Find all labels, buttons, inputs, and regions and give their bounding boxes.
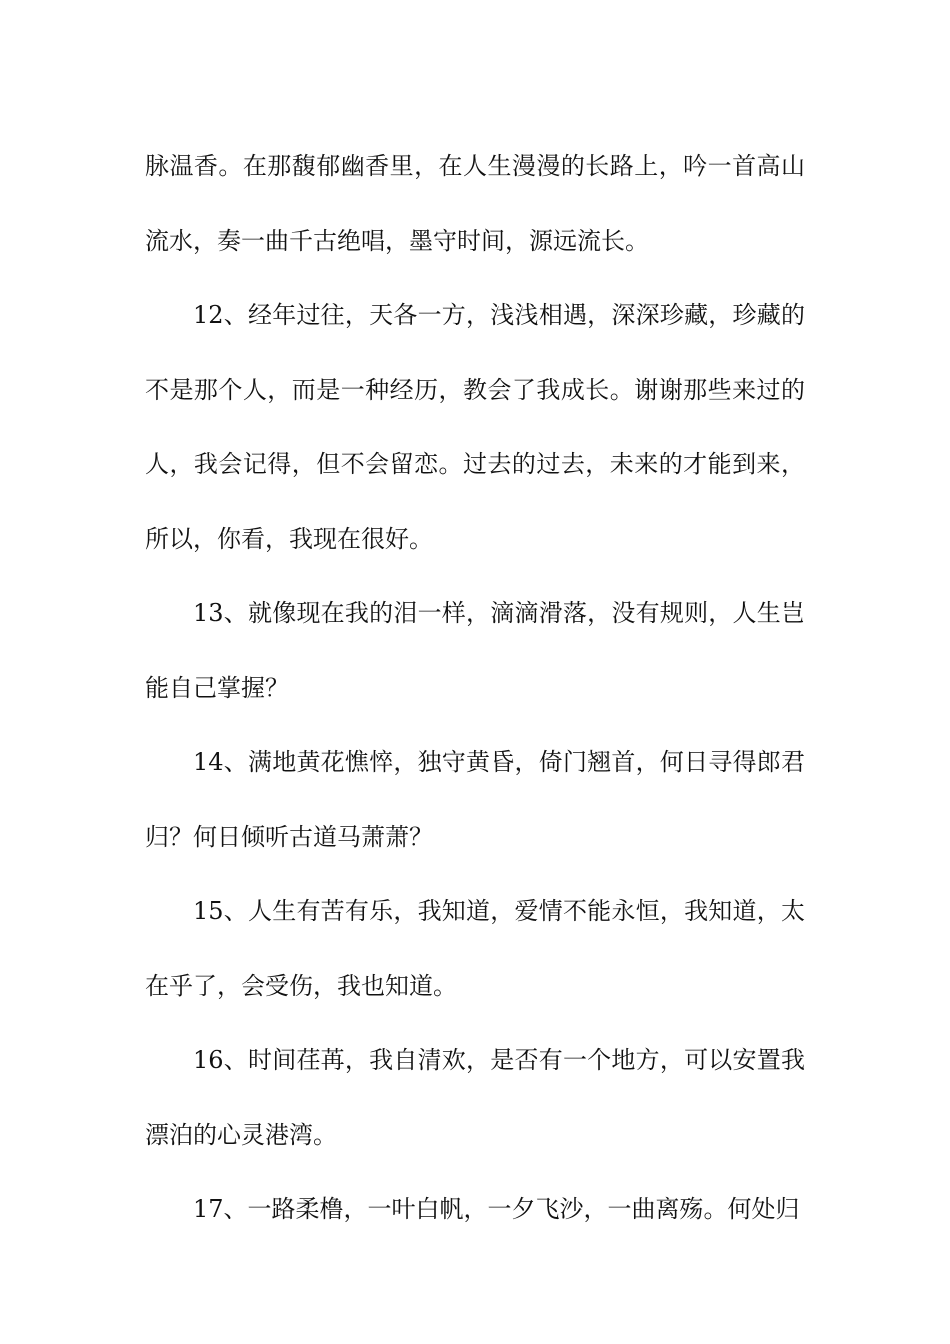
paragraph-16: 16、时间荏苒，我自清欢，是否有一个地方，可以安置我漂泊的心灵港湾。	[145, 1046, 805, 1149]
document-body	[145, 129, 805, 1247]
paragraph-12: 12、经年过往，天各一方，浅浅相遇，深深珍藏，珍藏的不是那个人，而是一种经历，教会了我成长。谢谢那些来过的人，我会记得，但不会留恋。过去的过去，未来的才能到来，所以，你看，我现在很好。	[145, 301, 805, 553]
paragraph-13: 13、就像现在我的泪一样，滴滴滑落，没有规则，人生岂能自己掌握？	[145, 599, 805, 702]
paragraph-15: 15、人生有苦有乐，我知道，爱情不能永恒，我知道，太在乎了，会受伤，我也知道。	[145, 897, 805, 1000]
paragraph-14: 14、满地黄花憔悴，独守黄昏，倚门翘首，何日寻得郎君归？何日倾听古道马萧萧？	[145, 748, 805, 851]
paragraph-17: 17、一路柔橹，一叶白帆，一夕飞沙，一曲离殇。何处归	[193, 1195, 800, 1223]
paragraph-continuation: 脉温香。在那馥郁幽香里，在人生漫漫的长路上，吟一首高山流水，奏一曲千古绝唱，墨守时间，源远流长。	[145, 152, 805, 255]
